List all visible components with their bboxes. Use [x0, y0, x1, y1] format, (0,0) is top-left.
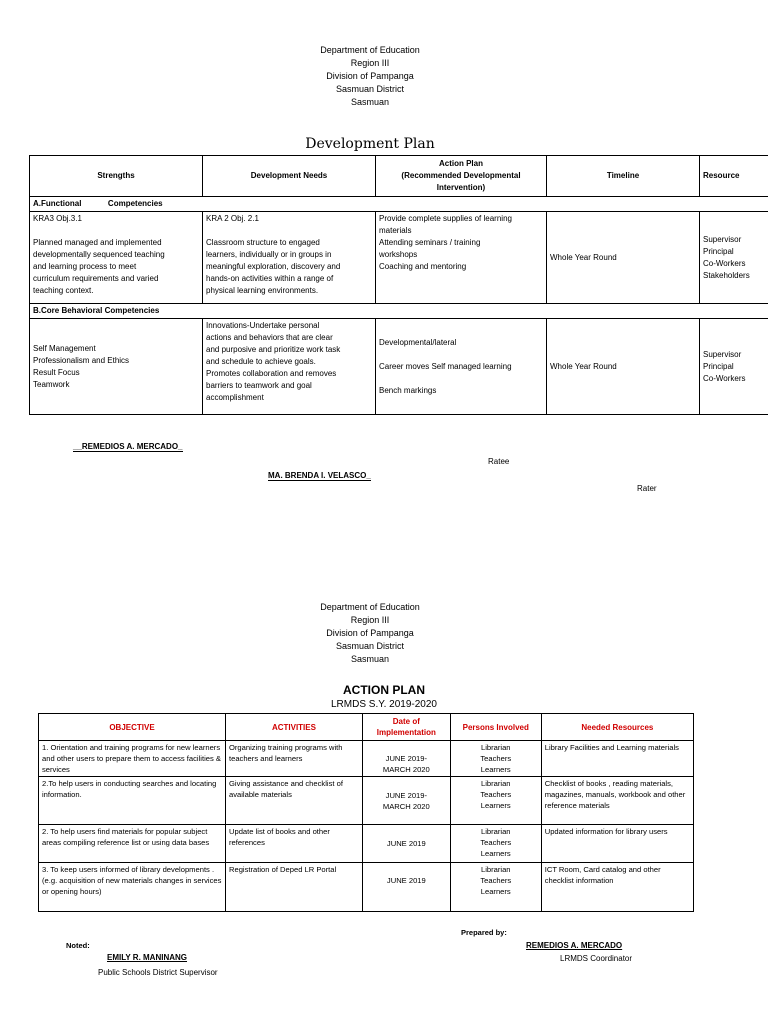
cell-line: JUNE 2019- [385, 754, 428, 763]
section-functional [30, 197, 768, 212]
cell-line: Planned managed and implemented [33, 238, 162, 247]
cell-line: Learners [480, 849, 511, 858]
objective-cell: 2. To help users find materials for popular subject areas compiling reference list or using data bases [39, 825, 226, 863]
cell-line: Bench markings [379, 385, 437, 395]
cell-line: Principal [703, 361, 734, 371]
action-plan-header-line: (Recommended Developmental [401, 171, 521, 180]
header-line: Sasmuan District [335, 641, 405, 651]
column-header-action-plan [376, 156, 547, 197]
cell-line: Attending seminars / training [379, 238, 481, 247]
cell-line: Supervisor [703, 234, 742, 244]
header-line: Sasmuan [350, 97, 390, 107]
ratee-name: __REMEDIOS A. MERCADO_ [73, 442, 183, 451]
noted-label: Noted: [66, 941, 90, 950]
column-header-resources: Resource [700, 156, 768, 197]
timeline-cell: Whole Year Round [547, 212, 700, 304]
resources-cell: Updated information for library users [541, 825, 693, 863]
header-line: Division of Pampanga [326, 71, 414, 81]
cell-line: Innovations-Undertake personal [206, 321, 320, 330]
section-label: A.Functional [33, 199, 82, 208]
noted-name: EMILY R. MANINANG [107, 953, 188, 962]
date-cell: JUNE 2019 [362, 825, 450, 863]
cell-line: Supervisor [703, 349, 742, 359]
action-cell [376, 319, 547, 415]
preparer-name: REMEDIOS A. MERCADO [526, 941, 623, 950]
section-label: Competencies [107, 199, 163, 208]
cell-line: Teachers [480, 838, 512, 847]
cell-line: Coaching and mentoring [379, 262, 467, 271]
development-plan-title: Development Plan [305, 136, 435, 152]
action-cell [376, 212, 547, 304]
resources-cell [700, 319, 768, 415]
table-row [39, 825, 694, 863]
column-header-activities: ACTIVITIES [225, 714, 362, 741]
action-plan-subtitle: LRMDS S.Y. 2019-2020 [331, 699, 437, 710]
cell-line: Librarian [480, 865, 511, 874]
cell-line: Provide complete supplies of learning [379, 214, 512, 223]
cell-line: MARCH 2020 [382, 765, 430, 774]
table-row [39, 863, 694, 912]
resources-cell: ICT Room, Card catalog and other checklist information [541, 863, 693, 912]
ratee-label: Ratee [488, 457, 510, 466]
column-header-date: Date of Implementation [362, 714, 450, 741]
cell-line: Learners [480, 887, 511, 896]
rater-label: Rater [637, 484, 657, 493]
cell-line: barriers to teamwork and goal [206, 381, 312, 390]
column-header-strengths: Strengths [30, 156, 203, 197]
cell-line: workshops [379, 250, 418, 259]
prepared-by-label: Prepared by: [461, 928, 507, 937]
objective-cell: 2.To help users in conducting searches and locating information. [39, 777, 226, 825]
cell-line: meaningful exploration, discovery and [206, 262, 341, 271]
cell-line: Co-Workers [703, 258, 746, 268]
persons-cell [450, 777, 541, 825]
cell-line: Teachers [480, 790, 512, 799]
agency-header [0, 601, 740, 666]
cell-line: MARCH 2020 [382, 802, 430, 811]
cell-line: teaching context. [33, 286, 94, 295]
activities-cell: Giving assistance and checklist of available materials [225, 777, 362, 825]
cell-line: Learners [480, 801, 511, 810]
persons-cell [450, 825, 541, 863]
cell-line: JUNE 2019- [385, 791, 428, 800]
column-header-timeline: Timeline [547, 156, 700, 197]
cell-line: Librarian [480, 827, 511, 836]
action-plan-title: ACTION PLAN [343, 683, 425, 697]
action-plan-table [38, 713, 694, 912]
header-line: Region III [350, 58, 390, 68]
cell-line: KRA 2 Obj. 2.1 [206, 214, 259, 223]
objective-cell: 1. Orientation and training programs for new learners and other users to prepare them to access facilities & services [39, 741, 226, 777]
table-row [39, 777, 694, 825]
needs-cell [203, 212, 376, 304]
column-header-persons: Persons Involved [450, 714, 541, 741]
header-line: Department of Education [320, 45, 420, 55]
column-header-objective: OBJECTIVE [39, 714, 226, 741]
persons-cell [450, 863, 541, 912]
cell-line: Co-Workers [703, 373, 746, 383]
column-header-resources: Needed Resources [541, 714, 693, 741]
header-line: Department of Education [320, 602, 420, 612]
cell-line: Career moves Self managed learning [379, 361, 512, 371]
cell-line: Teamwork [33, 379, 70, 389]
action-plan-header-line: Intervention) [436, 183, 486, 192]
needs-cell [203, 319, 376, 415]
date-cell: JUNE 2019 [362, 863, 450, 912]
cell-line: Stakeholders [703, 270, 750, 280]
cell-line: physical learning environments. [206, 286, 319, 295]
activities-cell: Organizing training programs with teachers and learners [225, 741, 362, 777]
persons-cell [450, 741, 541, 777]
cell-line: Classroom structure to engaged [206, 238, 320, 247]
preparer-title: LRMDS Coordinator [560, 954, 633, 963]
timeline-cell: Whole Year Round [547, 319, 700, 415]
cell-line: KRA3 Obj.3.1 [33, 214, 82, 223]
agency-header [0, 44, 740, 109]
cell-line: materials [379, 226, 412, 235]
cell-line: Teachers [480, 754, 512, 763]
header-line: Sasmuan [350, 654, 390, 664]
cell-line: Result Focus [33, 367, 80, 377]
table-row [39, 741, 694, 777]
action-plan-header-line: Action Plan [438, 159, 483, 168]
resources-cell [700, 212, 768, 304]
objective-cell: 3. To keep users informed of library developments .(e.g. acquisition of new materials changes in services or opening hours) [39, 863, 226, 912]
activities-cell: Update list of books and other references [225, 825, 362, 863]
cell-line: learners, individually or in groups in [206, 250, 332, 259]
cell-line: developmentally sequenced teaching [33, 250, 165, 259]
header-line: Sasmuan District [335, 84, 405, 94]
date-cell [362, 777, 450, 825]
cell-line: and schedule to achieve goals. [206, 357, 316, 366]
cell-line: Learners [480, 765, 511, 774]
noted-title: Public Schools District Supervisor [98, 968, 218, 977]
resources-cell: Library Facilities and Learning materials [541, 741, 693, 777]
cell-line: Principal [703, 246, 734, 256]
rater-name: MA. BRENDA I. VELASCO_ [268, 471, 371, 480]
cell-line: curriculum requirements and varied [33, 274, 159, 283]
cell-line: Librarian [480, 779, 511, 788]
cell-line: and learning process to meet [33, 262, 137, 271]
cell-line: Self Management [33, 343, 96, 353]
column-header-needs: Development Needs [203, 156, 376, 197]
date-cell [362, 741, 450, 777]
cell-line: hands-on activities within a range of [206, 274, 334, 283]
activities-cell: Registration of Deped LR Portal [225, 863, 362, 912]
section-core-behavioral: B.Core Behavioral Competencies [30, 304, 768, 319]
strengths-cell [30, 319, 203, 415]
strengths-cell [30, 212, 203, 304]
cell-line: Professionalism and Ethics [33, 355, 130, 365]
cell-line: Librarian [480, 743, 511, 752]
header-line: Division of Pampanga [326, 628, 414, 638]
cell-line: and purposive and prioritize work task [206, 345, 341, 354]
cell-line: actions and behaviors that are clear [206, 333, 333, 342]
cell-line: Promotes collaboration and removes [206, 369, 337, 378]
resources-cell: Checklist of books , reading materials, magazines, manuals, workbook and other reference materials [541, 777, 693, 825]
cell-line: accomplishment [206, 393, 264, 402]
cell-line: Developmental/lateral [379, 337, 457, 347]
development-plan-table [29, 155, 768, 415]
cell-line: Teachers [480, 876, 512, 885]
header-line: Region III [350, 615, 390, 625]
